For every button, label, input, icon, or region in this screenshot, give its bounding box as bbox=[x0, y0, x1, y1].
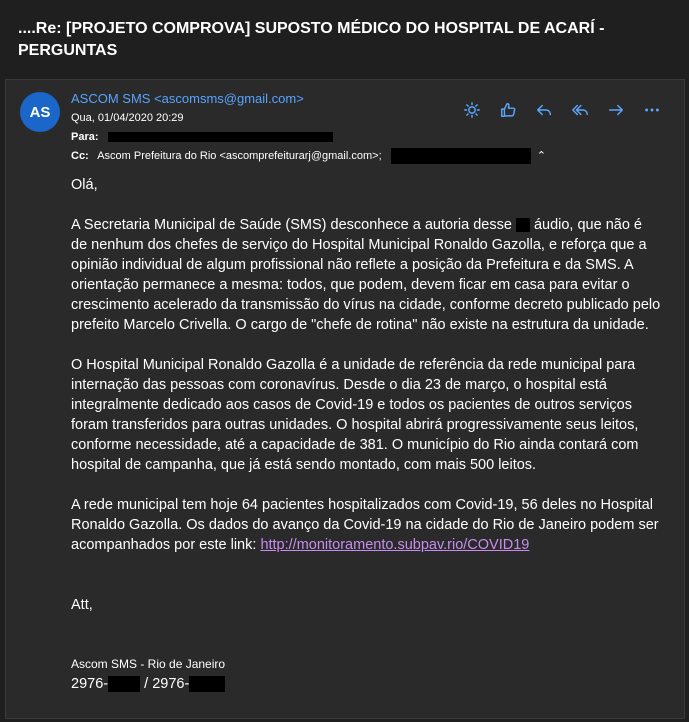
closing: Att, bbox=[71, 597, 93, 613]
sender-address[interactable]: ASCOM SMS <ascomsms@gmail.com> bbox=[71, 91, 304, 106]
greeting: Olá, bbox=[71, 177, 98, 193]
brightness-icon[interactable] bbox=[454, 100, 490, 120]
redacted-phone-1 bbox=[108, 676, 140, 692]
more-icon[interactable] bbox=[634, 100, 670, 120]
reply-all-icon[interactable] bbox=[562, 100, 598, 120]
collapse-recipients-icon[interactable]: ⌃ bbox=[536, 149, 546, 162]
redacted-phone-2 bbox=[189, 676, 225, 692]
avatar[interactable]: AS bbox=[20, 92, 60, 132]
paragraph-2: O Hospital Municipal Ronaldo Gazolla é a unidade de referência da rede municipal para internação das pessoas com coronavírus. Desde o dia 23 de março, o hospital está integralmente dedicado aos casos de Covid-19 e todos os pacientes de outros serviços foram transferidos para outras unidades. O hospital abrirá progressivamente seus leitos, conforme necessidade, até a capacidade de 381. O município do Rio ainda contará com hospital de campanha, que já está sendo montado, com mais 500 leitos. bbox=[71, 357, 639, 473]
paragraph-1-end: áudio, que não é de nenhum dos chefes de serviço do Hospital Municipal Ronaldo Gazolla, e reforça que a opinião individual de algum profissional não reflete a posição da Prefeitura e da SMS. A orientação permanece a mesma: todos, que podem, devem ficar em casa para evitar o crescimento acelerado da transmissão do vírus na cidade, conforme decreto publicado pelo prefeito Marcelo Crivella. O cargo de "chefe de rotina" não existe na estrutura da unidade. bbox=[71, 217, 661, 333]
cc-line bbox=[71, 148, 546, 164]
redacted-cc-recipient bbox=[391, 148, 531, 164]
signature-name: Ascom SMS - Rio de Janeiro bbox=[71, 657, 226, 671]
phone-2-prefix: 2976- bbox=[152, 676, 190, 692]
message-date: Qua, 01/04/2020 20:29 bbox=[71, 112, 184, 124]
cc-label: Cc: bbox=[71, 149, 89, 162]
paragraph-1-start: A Secretaria Municipal de Saúde (SMS) desconhece a autoria desse bbox=[71, 217, 512, 233]
redacted-recipient bbox=[108, 132, 333, 142]
message-body bbox=[71, 175, 661, 635]
email-subject: ....Re: [PROJETO COMPROVA] SUPOSTO MÉDICO DO HOSPITAL DE ACARÍ - PERGUNTAS bbox=[18, 20, 605, 59]
message-actions bbox=[454, 100, 670, 120]
paragraph-3-text: A rede municipal tem hoje 64 pacientes hospitalizados com Covid-19, 56 deles no Hospital Ronaldo Gazolla. Os dados do avanço da Covid-19 na cidade do Rio de Janeiro podem ser acompanhados por este link: bbox=[71, 497, 659, 553]
redacted-word bbox=[516, 218, 530, 232]
to-label: Para: bbox=[71, 131, 99, 143]
forward-icon[interactable] bbox=[598, 100, 634, 120]
phone-separator: / bbox=[140, 676, 153, 692]
phone-1-prefix: 2976- bbox=[71, 676, 109, 692]
covid-monitoring-link[interactable]: http://monitoramento.subpav.rio/COVID19 bbox=[260, 537, 530, 553]
signature-phones bbox=[71, 676, 225, 692]
reply-icon[interactable] bbox=[526, 100, 562, 120]
cc-recipient[interactable]: Ascom Prefeitura do Rio <ascomprefeiturarj@gmail.com>; bbox=[97, 149, 382, 162]
paragraph-3 bbox=[71, 495, 661, 555]
paragraph-1 bbox=[71, 215, 661, 335]
like-icon[interactable] bbox=[490, 100, 526, 120]
to-line bbox=[71, 131, 333, 143]
message-card bbox=[5, 79, 685, 719]
